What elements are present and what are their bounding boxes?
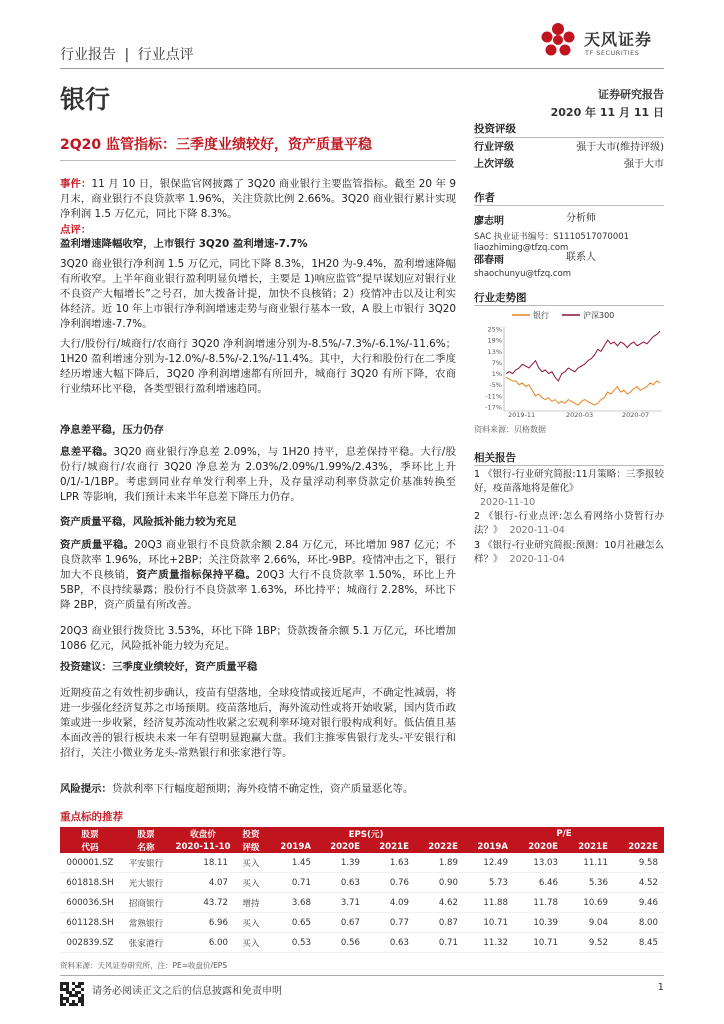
- table-cell: 18.11: [172, 853, 234, 873]
- asset-quality-lead: 资产质量平稳。: [60, 539, 135, 551]
- section-heading-asset-quality: 资产质量平稳，风险抵补能力较为充足: [60, 516, 237, 528]
- table-cell: 3.68: [268, 893, 317, 913]
- rating-divider: [474, 137, 664, 138]
- table-cell: 0.90: [415, 873, 464, 893]
- author-card: [474, 248, 664, 279]
- author-role: 联系人: [566, 252, 596, 263]
- table-cell: 买入: [234, 933, 268, 953]
- table-cell: 8.45: [614, 933, 664, 953]
- table-cell: 11.88: [464, 893, 514, 913]
- table-note: 资料来源：天风证券研究所，注：PE=收盘价/EPS: [60, 961, 228, 970]
- table-cell: 11.32: [464, 933, 514, 953]
- table-cell: 0.76: [366, 873, 415, 893]
- table-cell: 0.63: [317, 873, 366, 893]
- page-number: 1: [657, 982, 664, 993]
- header-cell: 2022E: [614, 840, 664, 853]
- chart-legend: [512, 310, 614, 320]
- table-cell: 买入: [234, 913, 268, 933]
- table-cell: 6.00: [172, 933, 234, 953]
- table-row: [60, 893, 664, 913]
- table-cell: 买入: [234, 873, 268, 893]
- table-cell: 1.39: [317, 853, 366, 873]
- series-line-bank: [506, 377, 660, 405]
- profit-paragraph: 3Q20 商业银行净利润 1.5 万亿元，同比下降 8.3%，1H20 为-9.4%，盈利增速降幅有所收窄。上半年商业银行盈利明显负增长，主要是 1)响应监管“提早谋划应对银行业不良资产大幅增长”之号召，加大拨备计提，加快不良核销；2）疫情冲击以及让利实体经济。近 10 年上市银行净利润增速走势与商业银行基本一致，A 股上市银行 3Q20 净利润增速-7.7%。: [60, 258, 456, 330]
- series-lines: [506, 331, 660, 405]
- table-cell: 4.07: [172, 873, 234, 893]
- rating-value: 强于大市: [624, 159, 664, 170]
- table-cell: 9.52: [564, 933, 614, 953]
- table-cell: 9.04: [564, 913, 614, 933]
- x-tick-labels: [508, 411, 649, 419]
- recommendation-table: [60, 827, 664, 953]
- logo-text-en: TF SECURITIES: [585, 49, 640, 57]
- author-name: 廖志明: [474, 216, 504, 227]
- header-cell: 股票: [60, 827, 120, 840]
- table-row: [60, 853, 664, 873]
- table-cell: 0.63: [366, 933, 415, 953]
- authors-divider: [474, 205, 664, 206]
- y-tick-label: 13%: [487, 347, 502, 356]
- recommendation-section: [60, 810, 664, 971]
- related-report-item[interactable]: [474, 468, 664, 510]
- table-cell: 0.56: [317, 933, 366, 953]
- trend-section-title: 行业走势图: [474, 292, 527, 304]
- industry-trend-chart: [474, 307, 664, 419]
- series-line-hs300: [506, 331, 660, 381]
- y-tick-label: -5%: [489, 381, 502, 390]
- table-cell: 招商银行: [120, 893, 172, 913]
- table-cell: 000001.SZ: [60, 853, 120, 873]
- table-cell: 12.49: [464, 853, 514, 873]
- related-report-item[interactable]: [474, 510, 664, 538]
- table-cell: 13.03: [514, 853, 564, 873]
- author-card: [474, 209, 664, 253]
- authors-section-title: 作者: [474, 192, 495, 204]
- report-date: 2020 年 11 月 11 日: [550, 106, 664, 119]
- table-cell: 002839.SZ: [60, 933, 120, 953]
- author-cert: SAC 执业证书编号：S1110517070001: [474, 232, 630, 242]
- y-tick-label: 7%: [491, 358, 502, 367]
- header-cell: 股票: [120, 827, 172, 840]
- author-role: 分析师: [566, 213, 596, 224]
- table-cell: 平安银行: [120, 853, 172, 873]
- header-cell: 2021E: [366, 840, 415, 853]
- table-cell: 9.58: [614, 853, 664, 873]
- rating-row-industry: [474, 141, 664, 155]
- table-cell: 9.46: [614, 893, 664, 913]
- related-report-date: 2020-11-10: [480, 497, 536, 508]
- table-title: 重点标的推荐: [60, 811, 123, 823]
- asset-quality-text-b: 20Q3 大行不良贷款率 1.50%，环比上升 5BP，不良持续暴露；股份行不良贷款率 1.63%，环比持平；城商行 2.28%，环比下降 2BP，资产质量有所改善。: [60, 569, 457, 611]
- nim-paragraph: [60, 445, 456, 505]
- table-cell: 4.52: [614, 873, 664, 893]
- table-header-row-1: [60, 827, 664, 840]
- related-report-text[interactable]: 2 《银行-行业点评:怎么看网络小贷暂行办法？》: [474, 511, 664, 536]
- y-tick-label: 19%: [487, 336, 502, 345]
- table-cell: 0.71: [415, 933, 464, 953]
- table-cell: 5.36: [564, 873, 614, 893]
- header-cell: 名称: [120, 840, 172, 853]
- legend-label-bank: 银行: [533, 311, 549, 320]
- section-heading-profit: 盈利增速降幅收窄，上市银行 3Q20 盈利增速-7.7%: [60, 238, 308, 250]
- table-cell: 4.62: [415, 893, 464, 913]
- asset-quality-text-a: 20Q3 商业银行不良贷款余额 2.84 万亿元，环比增加 987 亿元；不良贷款率 1.96%，环比+2BP；关注贷款率 2.66%，环比-9BP。疫情冲击之下，银行加大不良核销，: [60, 539, 457, 581]
- section-heading-nim: 净息差平稳，压力仍存: [60, 424, 164, 436]
- report-category: [60, 44, 194, 64]
- table-cell: 6.46: [514, 873, 564, 893]
- header-cell: 投资: [234, 827, 268, 840]
- header-cell: 2019A: [268, 840, 317, 853]
- y-tick-label: 1%: [491, 370, 502, 379]
- table-cell: 10.71: [514, 933, 564, 953]
- title-divider: [60, 160, 456, 161]
- table-cell: 10.39: [514, 913, 564, 933]
- rating-row-previous: [474, 158, 664, 172]
- event-paragraph: [60, 177, 456, 222]
- table-cell: 0.77: [366, 913, 415, 933]
- category-separator: |: [124, 47, 130, 63]
- x-tick-label: 2020-03: [566, 411, 594, 419]
- author-email[interactable]: shaochunyu@tfzq.com: [474, 269, 572, 279]
- nim-text: 3Q20 商业银行净息差 2.09%，与 1H20 持平，息差保持平稳。大行/股份行/城商行/农商行 3Q20 净息差为 2.03%/2.09%/1.99%/2.43%，季环比上升 0/1/-1/1BP。考虑到同业存单发行利率上升，及存量浮动利率贷款定价基准转换至 LPR 等影响，我们预计未来半年息差下降压力仍存。: [60, 446, 456, 503]
- rating-label: 行业评级: [474, 142, 514, 153]
- y-tick-label: -17%: [485, 403, 502, 412]
- related-report-text[interactable]: 1 《银行-行业研究简报:11月策略：三季报较好，疫苗落地将是催化》: [474, 469, 664, 494]
- header-divider: [60, 68, 664, 69]
- comment-lead: 点评：: [60, 224, 92, 236]
- chart-source: 资料来源：贝格数据: [474, 425, 546, 434]
- table-row: [60, 913, 664, 933]
- table-cell: 增持: [234, 893, 268, 913]
- table-cell: 1.63: [366, 853, 415, 873]
- y-tick-label: -11%: [485, 392, 502, 401]
- table-cell: 4.09: [366, 893, 415, 913]
- table-cell: 0.53: [268, 933, 317, 953]
- table-cell: 买入: [234, 853, 268, 873]
- related-report-item[interactable]: [474, 539, 664, 567]
- header-cell: 2020-11-10: [172, 840, 234, 853]
- related-divider: [474, 465, 664, 466]
- subcategory-label: 行业点评: [137, 47, 194, 63]
- table-cell: 常熟银行: [120, 913, 172, 933]
- related-section-title: 相关报告: [474, 452, 516, 464]
- table-cell: 11.78: [514, 893, 564, 913]
- related-report-text[interactable]: 3 《银行-行业研究简报:预测：10月社融怎么样？》: [474, 540, 664, 565]
- author-email[interactable]: liaozhiming@tfzq.com: [474, 243, 569, 253]
- provision-paragraph: 20Q3 商业银行拨贷比 3.53%，环比下降 1BP；贷款拨备余额 5.1 万亿元，环比增加 1086 亿元，风险抵补能力较为充足。: [60, 625, 456, 652]
- table-cell: 0.71: [268, 873, 317, 893]
- header-cell-eps: EPS(元): [268, 827, 464, 840]
- table-cell: 0.67: [317, 913, 366, 933]
- logo-flower-icon: [536, 19, 580, 63]
- table-cell: 11.11: [564, 853, 614, 873]
- legend-label-hs300: 沪深300: [583, 311, 615, 320]
- profit-by-type-paragraph: 大行/股份行/城商行/农商行 3Q20 净利润增速分别为-8.5%/-7.3%/-6.1%/-11.6%；1H20 盈利增速分别为-12.0%/-8.5%/-2.1%/-11.4%。其中，大行和股份行在二季度经历增速大幅下降后，3Q20 净利润增速都有所回升，城商行 3Q20 有所下降，农商行业绩环比平稳，各类型银行盈利增速趋同。: [60, 338, 456, 395]
- table-bottom-divider: [60, 975, 664, 976]
- table-cell: 5.73: [464, 873, 514, 893]
- related-report-date: 2020-11-04: [509, 525, 565, 536]
- industry-title: 银行: [60, 85, 111, 114]
- rating-section-title: 投资评级: [474, 123, 516, 135]
- trend-divider: [474, 305, 664, 306]
- header-cell: 2020E: [514, 840, 564, 853]
- header-cell: 2019A: [464, 840, 514, 853]
- header-cell: 评级: [234, 840, 268, 853]
- table-cell: 张家港行: [120, 933, 172, 953]
- report-type: 证券研究报告: [598, 88, 664, 101]
- y-tick-label: 25%: [487, 325, 502, 334]
- rating-value: 强于大市(维持评级): [576, 142, 664, 153]
- x-tick-label: 2020-07: [622, 411, 650, 419]
- header-cell-pe: P/E: [464, 827, 664, 840]
- table-cell: 10.69: [564, 893, 614, 913]
- author-name: 邵春雨: [474, 255, 504, 266]
- header-cell: 2021E: [564, 840, 614, 853]
- table-cell: 1.89: [415, 853, 464, 873]
- asset-quality-bold: 资产质量指标保持平稳。: [136, 569, 257, 581]
- investment-paragraph: 近期疫苗之有效性初步确认，疫苗有望落地，全球疫情或接近尾声，不确定性减弱，将进一步强化经济复苏之市场预期。疫苗落地后，海外流动性或将开始收紧，国内货币政策或进一步收紧，经济复苏流动性收紧之宏观利率环境对银行股构成利好。低估值且基本面改善的银行板块未来一年有望明显跑赢大盘。我们主推零售银行龙头-平安银行和招行，关注小微业务龙头-常熟银行和张家港行等。: [60, 687, 456, 759]
- table-cell: 1.45: [268, 853, 317, 873]
- table-cell: 8.00: [614, 913, 664, 933]
- related-report-date: 2020-11-04: [509, 554, 565, 565]
- event-text: 11 月 10 日，银保监官网披露了 3Q20 商业银行主要监管指标。截至 20 年 9 月末，商业银行不良贷款率 1.96%，关注贷款比例 2.66%。3Q20 商业银行累计实现净利润 1.5 万亿元，同比下降 8.3%。: [60, 178, 457, 220]
- category-label: 行业报告: [60, 47, 116, 63]
- y-tick-labels: [485, 326, 502, 412]
- event-lead: 事件：: [60, 178, 92, 190]
- table-header-row-2: [60, 840, 664, 853]
- company-logo: [536, 17, 666, 67]
- table-cell: 0.65: [268, 913, 317, 933]
- risk-paragraph: [60, 782, 456, 797]
- table-cell: 0.87: [415, 913, 464, 933]
- rating-label: 上次评级: [474, 159, 514, 170]
- footer-disclaimer: 请务必阅读正文之后的信息披露和免责申明: [92, 986, 282, 997]
- table-row: [60, 933, 664, 953]
- section-heading-investment: 投资建议：三季度业绩较好，资产质量平稳: [60, 661, 258, 673]
- table-cell: 3.71: [317, 893, 366, 913]
- header-cell: 2020E: [317, 840, 366, 853]
- risk-lead: 风险提示：: [60, 783, 112, 795]
- table-cell: 光大银行: [120, 873, 172, 893]
- nim-lead: 息差平稳。: [60, 446, 114, 458]
- table-cell: 6.96: [172, 913, 234, 933]
- table-cell: 601818.SH: [60, 873, 120, 893]
- report-title: 2Q20 监管指标：三季度业绩较好，资产质量平稳: [60, 137, 372, 153]
- logo-text-cn: 天风证券: [584, 30, 653, 49]
- table-cell: 601128.SH: [60, 913, 120, 933]
- table-cell: 43.72: [172, 893, 234, 913]
- x-tick-label: 2019-11: [508, 411, 536, 419]
- table-row: [60, 873, 664, 893]
- asset-quality-paragraph: [60, 538, 456, 613]
- header-cell: 代码: [60, 840, 120, 853]
- table-cell: 10.71: [464, 913, 514, 933]
- qr-code: [60, 982, 84, 1006]
- table-cell: 600036.SH: [60, 893, 120, 913]
- header-cell: 收盘价: [172, 827, 234, 840]
- risk-text: 贷款利率下行幅度超预期；海外疫情不确定性，资产质量恶化等。: [111, 783, 414, 795]
- header-cell: 2022E: [415, 840, 464, 853]
